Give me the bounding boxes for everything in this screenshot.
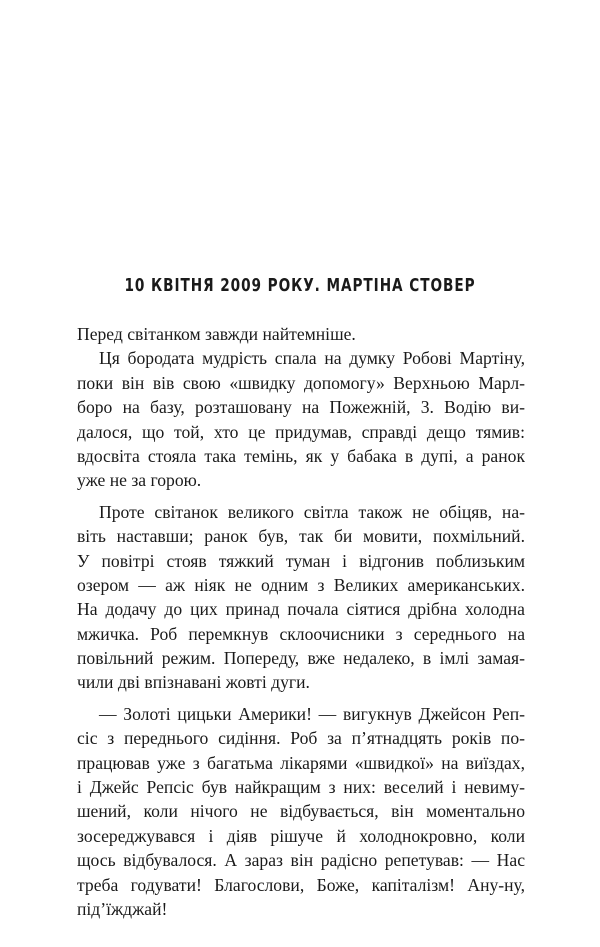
- text-line: У повітрі стояв тяжкий туман і відгонив поблизьким: [77, 550, 525, 571]
- text-line: Перед світанком завжди найтемніше.: [77, 324, 356, 344]
- text-line: працював уже з багатьма лікарями «швидкої» на виїздах,: [77, 752, 525, 773]
- text-line: під’їжджай!: [77, 898, 168, 919]
- text-line: мжичка. Роб перемкнув склоочисники з середнього на: [77, 623, 525, 644]
- chapter-title: 10 КВІТНЯ 2009 РОКУ. МАРТІНА СТОВЕР: [124, 276, 476, 296]
- text-line: сіс з переднього сидіння. Роб за п’ятнадцять років по-: [77, 728, 525, 749]
- text-line: Ця бородата мудрість спала на думку Робові Мартіну,: [99, 348, 525, 369]
- text-line: треба годувати! Благослови, Боже, капіталізм! Ану-ну,: [77, 874, 525, 895]
- text-line: Проте світанок великого світла також не обіцяв, на-: [99, 501, 525, 522]
- text-line: На додачу до цих принад почала сіятися дрібна холодна: [77, 599, 525, 620]
- text-line: далося, що той, хто це придумав, справді дещо тямив:: [77, 421, 525, 442]
- text-line: вдосвіта стояла така темінь, як у бабака в дупі, а ранок: [77, 445, 525, 466]
- text-line: зосереджувався і діяв рішуче й холоднокровно, коли: [77, 825, 525, 846]
- text-line: повільний режим. Попереду, вже недалеко, в імлі замая-: [77, 648, 525, 669]
- text-line: поки він вів свою «швидку допомогу» Верхньою Марл-: [77, 372, 525, 393]
- text-line: і Джейс Репсіс був найкращим з них: веселий і невиму-: [77, 777, 525, 798]
- text-line: віть наставши; ранок був, так би мовити, похмільний.: [77, 526, 525, 547]
- text-line: боро на базу, розташовану на Пожежній, 3. Водію ви-: [77, 397, 525, 418]
- text-line: чили дві впізнавані жовті дуги.: [77, 672, 310, 693]
- chapter-body: [77, 322, 525, 921]
- text-line: озером — аж ніяк не одним з Великих американських.: [77, 574, 525, 595]
- text-line: шений, коли нічого не відбувається, він моментально: [77, 801, 525, 822]
- text-line: — Золоті цицьки Америки! — вигукнув Джейсон Реп-: [99, 703, 525, 724]
- text-line: щось відбувалося. А зараз він радісно репетував: — Нас: [77, 850, 525, 871]
- text-line: уже не за горою.: [77, 470, 202, 491]
